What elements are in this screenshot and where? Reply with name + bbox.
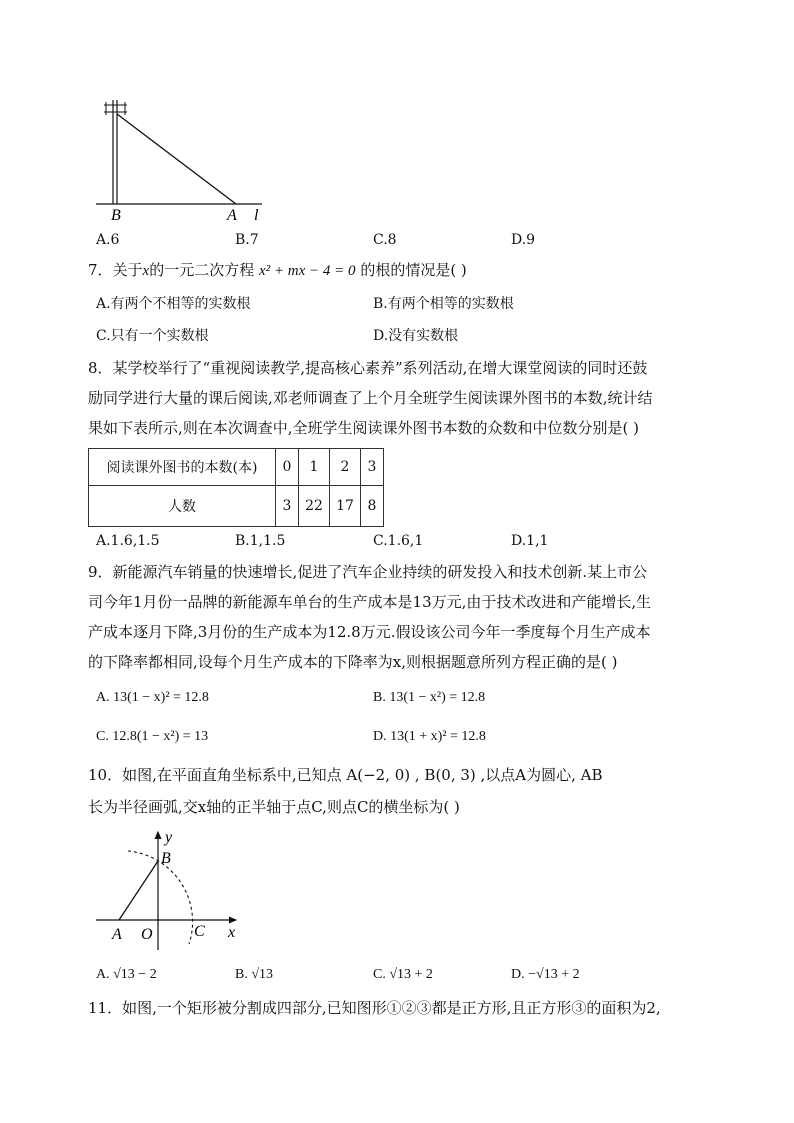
q7-option-b[interactable]: B.有两个相等的实数根 xyxy=(373,296,514,312)
q8-option-b[interactable]: B.1,1.5 xyxy=(235,533,286,549)
label-x: x xyxy=(228,924,236,941)
table-cell: 22 xyxy=(299,486,330,527)
table-cell: 0 xyxy=(276,449,299,486)
q7-option-a[interactable]: A.有两个不相等的实数根 xyxy=(96,296,251,312)
q8-line-1: 8．某学校举行了“重视阅读教学,提高核心素养”系列活动,在增大课堂阅读的同时还鼓 xyxy=(88,359,648,377)
table-row xyxy=(89,486,384,527)
q8-option-a[interactable]: A.1.6,1.5 xyxy=(96,533,160,549)
label-b: B xyxy=(161,850,171,867)
pole-figure xyxy=(90,92,280,222)
q9-option-c[interactable]: C. 12.8(1 − x²) = 13 xyxy=(96,729,209,744)
table-cell: 1 xyxy=(299,449,330,486)
label-o: O xyxy=(141,926,153,943)
q9-line-2: 司今年1月份一品牌的新能源车单台的生产成本是13万元,由于技术改进和产能增长,生 xyxy=(88,593,652,611)
q7-option-c[interactable]: C.只有一个实数根 xyxy=(96,328,209,344)
q11-line-1: 11．如图,一个矩形被分割成四部分,已知图形①②③都是正方形,且正方形③的面积为2, xyxy=(88,999,661,1017)
q9-option-d[interactable]: D. 13(1 + x)² = 12.8 xyxy=(373,729,486,744)
q8-option-d[interactable]: D.1,1 xyxy=(511,533,549,549)
q9-line-1: 9．新能源汽车销量的快速增长,促进了汽车企业持续的研发投入和技术创新.某上市公 xyxy=(88,563,648,581)
q10-line-1: 10．如图,在平面直角坐标系中,已知点 A(−2, 0) , B(0, 3) ,以点A为圆心, AB xyxy=(88,766,603,784)
q9-option-b[interactable]: B. 13(1 − x²) = 12.8 xyxy=(373,690,486,705)
q10-option-c[interactable]: C. √13 + 2 xyxy=(373,967,433,982)
q7-equation: x² + mx − 4 = 0 xyxy=(259,263,356,279)
table-cell: 2 xyxy=(330,449,361,486)
cable-line xyxy=(117,114,236,204)
q7-option-d[interactable]: D.没有实数根 xyxy=(373,328,459,344)
q7-stem xyxy=(88,260,467,281)
table-cell: 17 xyxy=(330,486,361,527)
table-count-label: 人数 xyxy=(89,486,276,527)
q7-stem-post: 的根的情况是( ) xyxy=(360,261,467,279)
q7-stem-mid: 的一元二次方程 xyxy=(149,261,255,279)
q8-line-2: 励同学进行大量的课后阅读,邓老师调查了上个月全班学生阅读课外图书的本数,统计结 xyxy=(88,389,653,407)
q9-line-3: 产成本逐月下降,3月份的生产成本为12.8万元.假设该公司今年一季度每个月生产成本 xyxy=(88,623,651,641)
q7-stem-pre: 7．关于 xyxy=(88,261,143,279)
label-a: A xyxy=(227,207,237,222)
label-y: y xyxy=(165,829,173,846)
table-cell: 3 xyxy=(276,486,299,527)
table-cell: 3 xyxy=(361,449,384,486)
label-a: A xyxy=(112,926,122,943)
label-c: C xyxy=(194,923,205,940)
table-cell: 8 xyxy=(361,486,384,527)
q6-option-d[interactable]: D.9 xyxy=(511,232,536,248)
q7-var-x: x xyxy=(142,263,150,279)
table-row xyxy=(89,449,384,486)
q8-line-3: 果如下表所示,则在本次调查中,全班学生阅读课外图书本数的众数和中位数分别是( ) xyxy=(88,419,640,437)
survey-table xyxy=(88,448,384,527)
q10-option-d[interactable]: D. −√13 + 2 xyxy=(511,967,580,982)
q10-line-2: 长为半径画弧,交x轴的正半轴于点C,则点C的横坐标为( ) xyxy=(88,798,460,816)
q6-option-a[interactable]: A.6 xyxy=(96,232,120,248)
segment-ab xyxy=(119,861,158,920)
q6-option-c[interactable]: C.8 xyxy=(373,232,397,248)
q9-line-4: 的下降率都相同,设每个月生产成本的下降率为x,则根据题意所列方程正确的是( ) xyxy=(88,653,618,671)
coordinate-figure xyxy=(90,826,250,956)
q10-option-b[interactable]: B. √13 xyxy=(235,967,274,982)
label-l: l xyxy=(254,207,259,222)
q6-option-b[interactable]: B.7 xyxy=(235,232,259,248)
q8-option-c[interactable]: C.1.6,1 xyxy=(373,533,424,549)
label-b: B xyxy=(111,207,121,222)
table-header-label: 阅读课外图书的本数(本) xyxy=(89,449,276,486)
q9-option-a[interactable]: A. 13(1 − x)² = 12.8 xyxy=(96,690,209,705)
q10-option-a[interactable]: A. √13 − 2 xyxy=(96,967,157,982)
